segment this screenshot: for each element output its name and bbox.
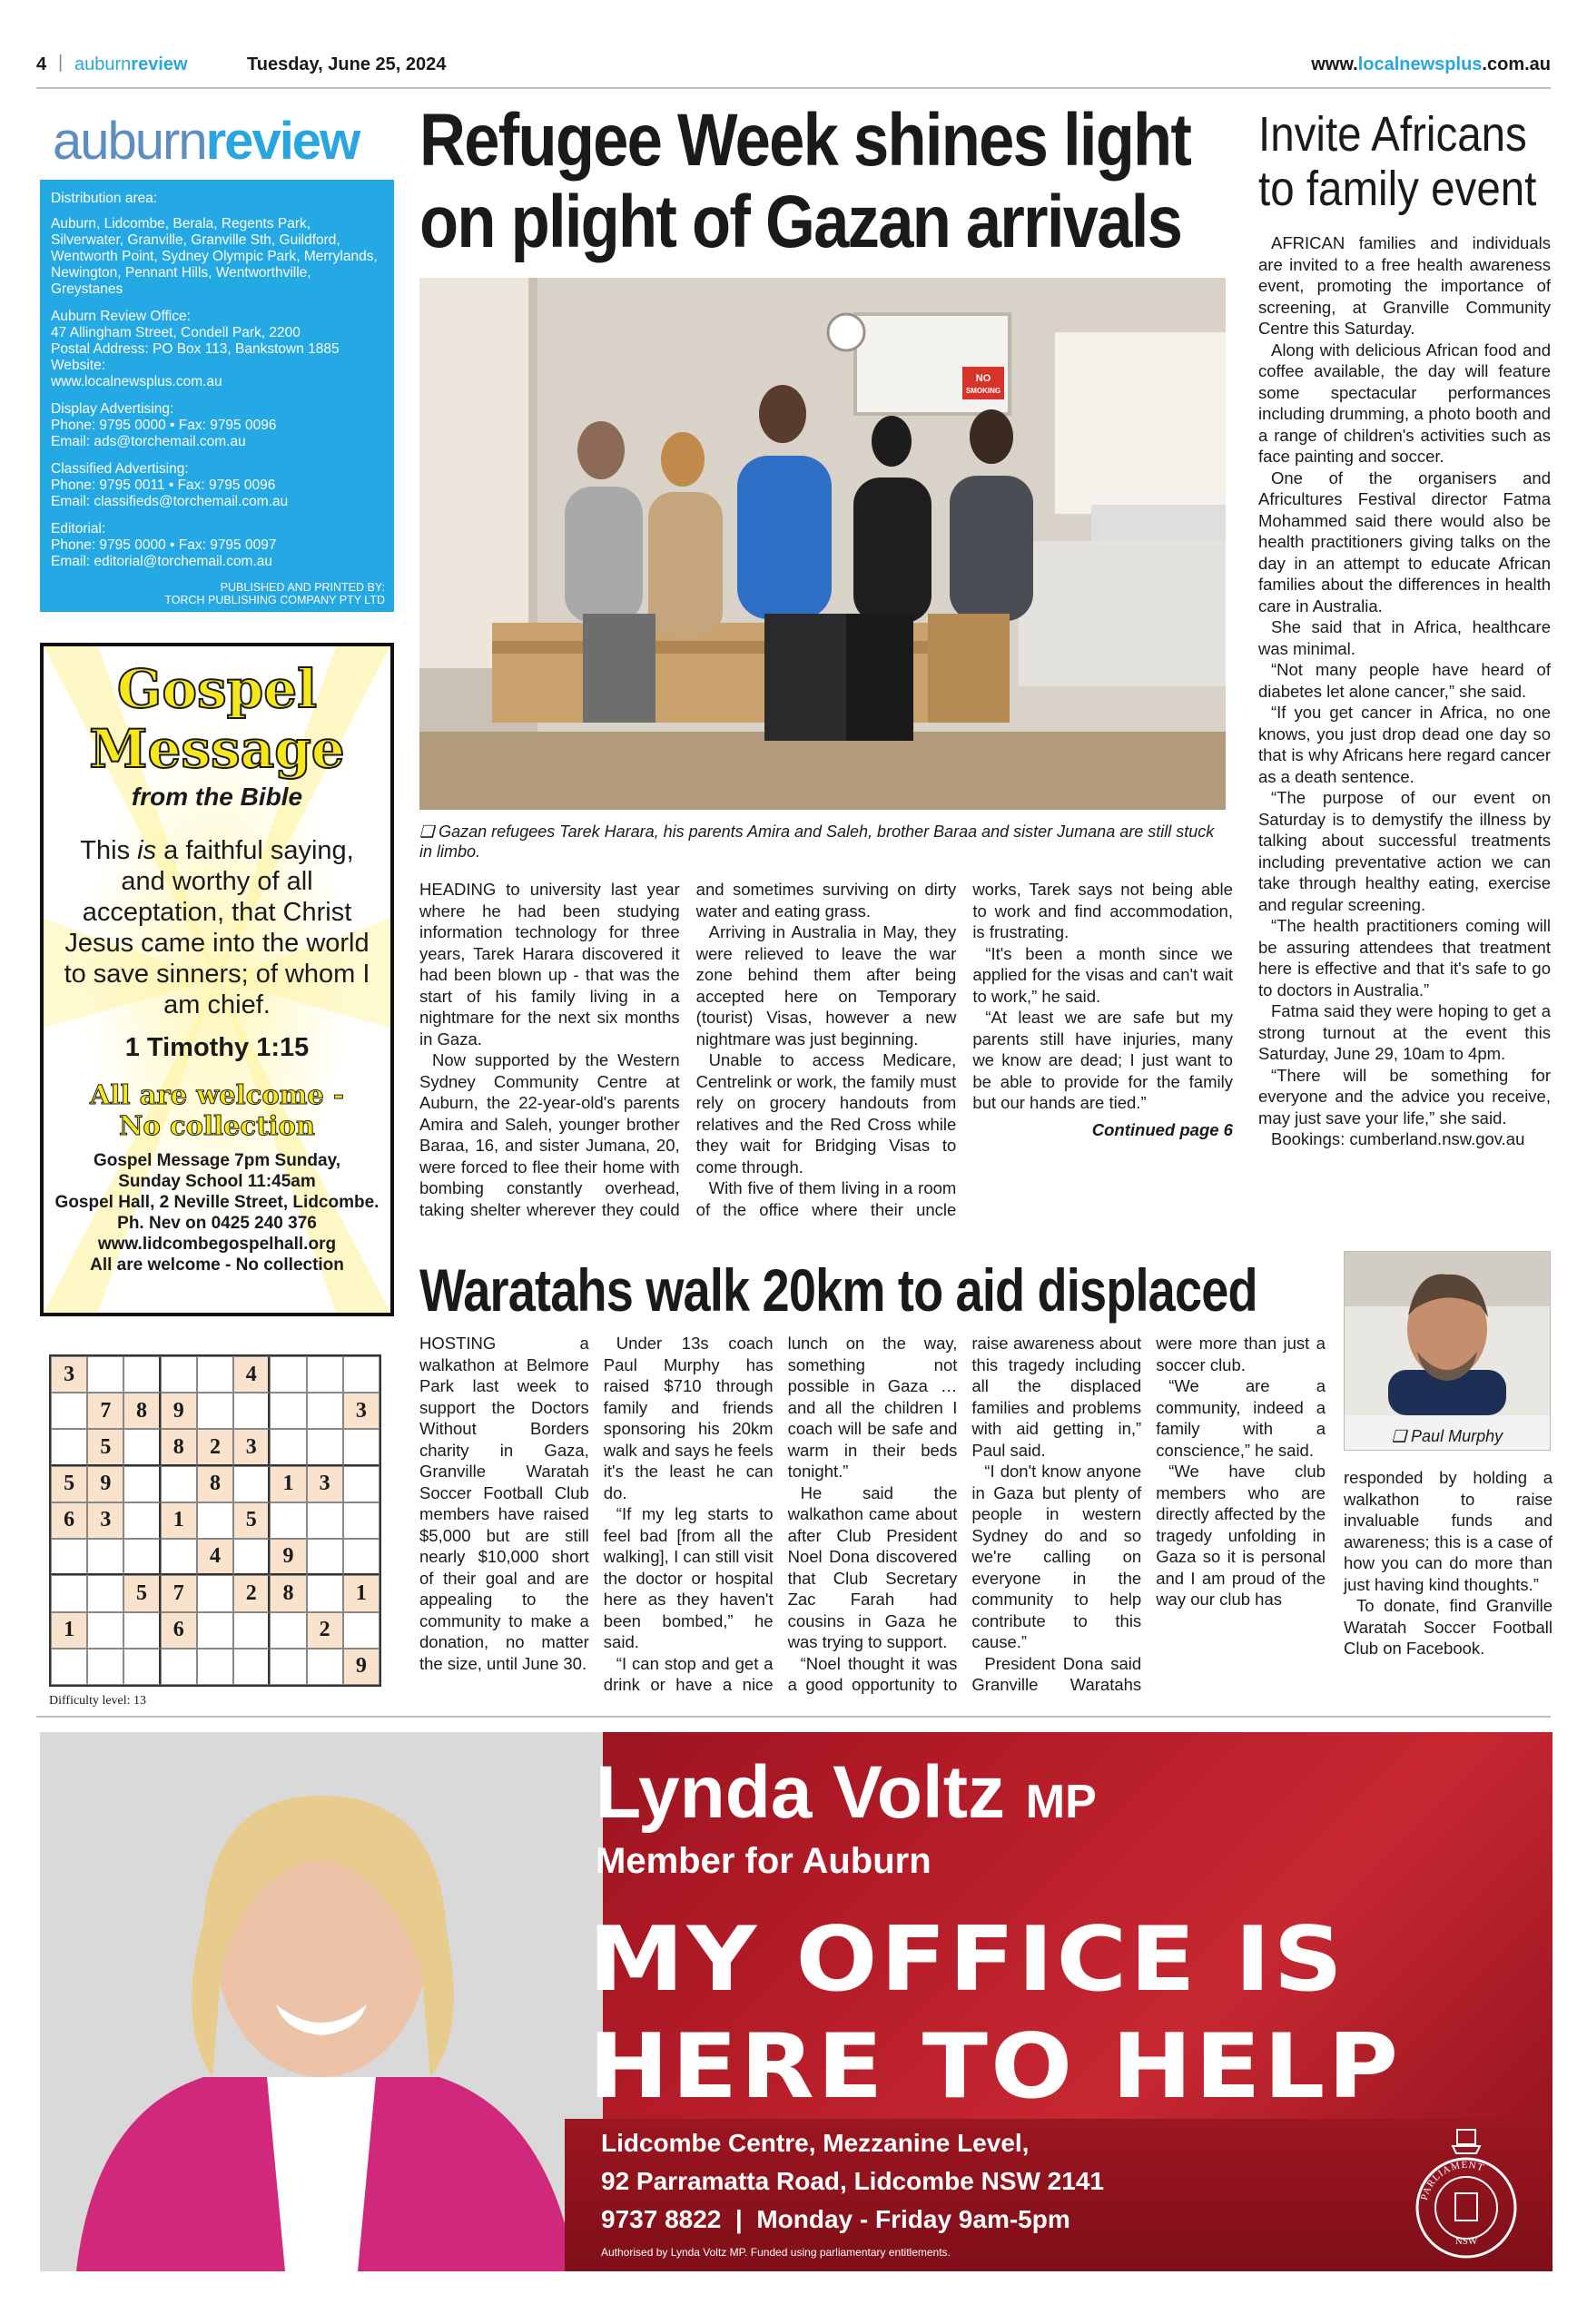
sudoku-cell[interactable] [307, 1649, 343, 1685]
sudoku-cell: 8 [197, 1466, 233, 1502]
sudoku-cell: 6 [51, 1502, 87, 1539]
story-paragraph: Arriving in Australia in May, they were relieved to leave the war zone behind them after being accepted here on Temporary (tourist) Visas, however a new nightmare was just beginning. [695, 922, 957, 1049]
page-header [36, 53, 1551, 89]
side-paragraph: AFRICAN families and individuals are invited to a free health awareness event, promoting the importance of screening, at Granville Community Centre this Saturday. [1258, 233, 1551, 338]
sudoku-cell[interactable] [161, 1539, 197, 1575]
sudoku-cell[interactable] [123, 1356, 160, 1393]
story-paragraph: HEADING to university last year where he had been studying information technology for three years, Tarek Harara discovered it had been blown up - that was the start of his family living in a nightmare for the next six months in Gaza. [419, 880, 680, 1049]
office-line: 47 Allingham Street, Condell Park, 2200 [51, 325, 301, 340]
story-paragraph: “It's been a month since we applied for the visas and can't wait to work,” he said. [972, 943, 1233, 1006]
sudoku-cell[interactable] [197, 1649, 233, 1685]
sudoku-cell[interactable] [197, 1502, 233, 1539]
family-photo-illustration [419, 278, 1226, 810]
waratahs-paragraph: “Noel thought it was a good opportunity to raise awareness about this tragedy including all the displaced families and problems with aid getting in,” Paul said. [787, 1334, 1142, 1694]
sudoku-cell[interactable] [197, 1575, 233, 1611]
waratahs-paragraph: “I can stop and get a drink or have a nice lunch on the way, something not possible in Gaza … and all the children I coach will be safe and warm in their beds tonight.” [603, 1334, 958, 1694]
sudoku-cell: 5 [51, 1466, 87, 1502]
verse-rest: a faithful saying, and worthy of all acceptation, that Christ Jesus came into the world to save sinners; of whom I am chief. [64, 836, 370, 1019]
masthead-logo [40, 107, 394, 180]
sudoku-cell[interactable] [270, 1429, 306, 1465]
main-headline-line: Refugee Week shines light [419, 99, 1191, 182]
sudoku-cell: 9 [343, 1649, 380, 1685]
sudoku-cell[interactable] [123, 1429, 160, 1465]
refugee-family-photo [419, 278, 1226, 810]
display-advertising-block [51, 401, 385, 450]
logo-right: review [205, 112, 360, 171]
sudoku-cell: 7 [87, 1393, 123, 1429]
sudoku-cell[interactable] [87, 1612, 123, 1649]
sudoku-cell[interactable] [161, 1466, 197, 1502]
side-paragraph: One of the organisers and Africultures Festival director Fatma Mohammed said there would also be health practitioners giving talks on the day in an attempt to educate African families about the differences in health care in Australia. [1258, 468, 1551, 615]
sudoku-cell: 5 [233, 1502, 270, 1539]
office-line: Website: [51, 358, 106, 373]
sudoku-cell[interactable] [51, 1575, 87, 1611]
waratahs-paragraph: He said the walkathon came about after Club President Noel Dona discovered that Club Secretary Zac Farah had cousins in Gaza he was trying to support. [787, 1482, 958, 1651]
section-divider [36, 1716, 1551, 1718]
sudoku-cell[interactable] [307, 1539, 343, 1575]
sudoku-cell[interactable] [51, 1649, 87, 1685]
mp-suffix: MP [1025, 1776, 1097, 1828]
editorial-block [51, 521, 385, 570]
sudoku-cell: 6 [161, 1612, 197, 1649]
sudoku-cell[interactable] [87, 1649, 123, 1685]
sudoku-cell: 8 [270, 1575, 306, 1611]
logo-left: auburn [53, 112, 206, 171]
sudoku-cell[interactable] [197, 1356, 233, 1393]
header-brand [74, 54, 188, 75]
ad-slogan [588, 1906, 1401, 2121]
gospel-footer: All are welcome - No collection [90, 1256, 344, 1275]
side-paragraph: “If you get cancer in Africa, no one knows, you just drop dead one day so that is why Africans here regard cancer as a death sentence. [1258, 703, 1551, 786]
sudoku-cell: 8 [123, 1393, 160, 1429]
side-headline-line: Invite Africans [1258, 107, 1527, 162]
service-name: Gospel Message [93, 1151, 230, 1170]
service-details [44, 1150, 390, 1275]
sudoku-cell[interactable] [233, 1612, 270, 1649]
office-phone-hours [601, 2201, 1104, 2239]
sudoku-cell[interactable] [197, 1612, 233, 1649]
waratahs-paragraph: President Dona said Granville Waratahs were more than just a soccer club. [971, 1334, 1326, 1694]
sudoku-cell: 3 [87, 1502, 123, 1539]
office-block [51, 309, 385, 390]
waratahs-headline: Waratahs walk 20km to aid displaced [419, 1256, 1257, 1324]
display-line: Phone: 9795 0000 • Fax: 9795 0096 [51, 418, 277, 433]
office-address-line: Lidcombe Centre, Mezzanine Level, [601, 2129, 1030, 2157]
continued-link[interactable]: Continued page 6 [1091, 1119, 1233, 1139]
distribution-label: Distribution area: [51, 191, 158, 206]
gospel-subtitle: from the Bible [131, 783, 303, 811]
sudoku-cell[interactable] [123, 1466, 160, 1502]
sudoku-cell: 4 [197, 1539, 233, 1575]
main-headline-line: on plight of Gazan arrivals [419, 181, 1182, 263]
sudoku-cell: 9 [270, 1539, 306, 1575]
sudoku-cell[interactable] [51, 1539, 87, 1575]
waratahs-paragraph: “We are a community, indeed a family with a conscience,” he said. [1156, 1376, 1326, 1460]
sudoku-cell: 2 [233, 1575, 270, 1611]
crest-text-bottom: NSW [1454, 2236, 1478, 2247]
paul-murphy-photo [1344, 1251, 1551, 1451]
contact-phone: Ph. Nev on 0425 240 376 [117, 1214, 317, 1233]
masthead-info-box [40, 180, 394, 612]
mug-caption: ❑ Paul Murphy [1391, 1427, 1503, 1445]
display-line: Display Advertising: [51, 401, 174, 417]
sudoku-cell[interactable] [270, 1502, 306, 1539]
side-paragraph: “Not many people have heard of diabetes let alone cancer,” she said. [1258, 660, 1551, 701]
lynda-voltz-advertisement [40, 1732, 1552, 2271]
side-paragraph: Along with delicious African food and coffee available, the day will feature some spectacular performances including drumming, a photo booth and a range of children's activities such as face painting and soccer. [1258, 340, 1551, 466]
gospel-title-line: Message [89, 718, 345, 780]
office-hours: Monday - Friday 9am-5pm [756, 2205, 1070, 2233]
sudoku-cell[interactable] [343, 1502, 380, 1539]
classified-advertising-block [51, 461, 385, 510]
mp-role: Member for Auburn [596, 1841, 932, 1881]
url-brand: localnewsplus [1357, 54, 1483, 74]
portrait-illustration [1345, 1252, 1550, 1415]
sudoku-cell: 2 [197, 1429, 233, 1465]
sudoku-cell: 3 [343, 1393, 380, 1429]
waratahs-paragraph: “I don't know anyone in Gaza but plenty of people in western Sydney do and so we're calling on everyone in the community to help contribute to this cause.” [971, 1462, 1142, 1651]
sudoku-cell[interactable] [343, 1429, 380, 1465]
sudoku-cell[interactable] [233, 1466, 270, 1502]
mp-portrait [40, 1732, 603, 2271]
parliament-crest-icon [1413, 2128, 1520, 2264]
sudoku-grid [49, 1354, 381, 1687]
office-address-line: 92 Parramatta Road, Lidcombe NSW 2141 [601, 2167, 1104, 2195]
sudoku-cell: 5 [87, 1429, 123, 1465]
gospel-title-line: Gospel [116, 658, 318, 720]
side-paragraph: “The purpose of our event on Saturday is to demystify the illness by talking about successful treatments including preventative action we can take through healthy eating, exercise and regular screening. [1258, 788, 1551, 914]
main-headline [419, 99, 1191, 263]
sudoku-cell[interactable] [343, 1539, 380, 1575]
sudoku-cell[interactable] [307, 1575, 343, 1611]
sudoku-cell[interactable] [197, 1393, 233, 1429]
bible-verse [56, 835, 378, 1020]
sudoku-cell[interactable] [270, 1393, 306, 1429]
side-paragraph: “There will be something for everyone and the advice you receive, may just save your life,” she said. [1258, 1065, 1551, 1128]
sudoku-cell[interactable] [307, 1356, 343, 1393]
main-story-body [419, 879, 1233, 1238]
editorial-email[interactable]: Email: editorial@torchemail.com.au [51, 554, 273, 569]
service-time [44, 1150, 390, 1171]
waratahs-paragraph: “If my leg starts to feel bad [from all the walking], I can still visit the doctor or hospital here as they haven't been bombed,” he said. [603, 1504, 774, 1651]
url-suffix: .com.au [1482, 54, 1551, 74]
waratahs-tail-paragraph: To donate, find Granville Waratah Soccer Football Club on Facebook. [1344, 1596, 1552, 1658]
classified-line: Classified Advertising: [51, 461, 189, 477]
publisher-note [51, 581, 385, 606]
sudoku-cell: 3 [307, 1466, 343, 1502]
welcome-line: All are welcome - [90, 1079, 344, 1110]
welcome-line: No collection [119, 1110, 315, 1141]
office-line: Postal Address: PO Box 113, Bankstown 1885 [51, 341, 340, 357]
sudoku-cell[interactable] [270, 1649, 306, 1685]
classified-email[interactable]: Email: classifieds@torchemail.com.au [51, 494, 289, 509]
sudoku-cell[interactable] [307, 1502, 343, 1539]
sudoku-cell[interactable] [343, 1612, 380, 1649]
sudoku-cell[interactable] [343, 1466, 380, 1502]
sudoku-cell: 5 [123, 1575, 160, 1611]
sudoku-cell: 8 [161, 1429, 197, 1465]
display-email[interactable]: Email: ads@torchemail.com.au [51, 434, 246, 449]
publisher-line: PUBLISHED AND PRINTED BY: [220, 581, 385, 594]
side-bookings[interactable]: Bookings: cumberland.nsw.gov.au [1271, 1129, 1525, 1148]
sudoku-cell[interactable] [51, 1429, 87, 1465]
waratahs-story-body [419, 1333, 1326, 1705]
sudoku-cell[interactable] [123, 1612, 160, 1649]
gospel-message-ad [40, 643, 394, 1316]
sign-text-1: NO [975, 373, 991, 384]
sudoku-cell[interactable] [87, 1575, 123, 1611]
sudoku-cell: 9 [161, 1393, 197, 1429]
sudoku-cell[interactable] [233, 1539, 270, 1575]
sudoku-cell: 2 [307, 1612, 343, 1649]
sudoku-cell: 1 [161, 1502, 197, 1539]
story-paragraph: Unable to access Medicare, Centrelink or work, the family must rely on grocery handouts from relatives and the Red Cross while they wait for Bridging Visas to come through. [695, 1050, 957, 1177]
authorisation-note: Authorised by Lynda Voltz MP. Funded using parliamentary entitlements. [601, 2246, 951, 2259]
mp-name [596, 1750, 1097, 1836]
sudoku-cell: 3 [233, 1429, 270, 1465]
slogan-line: MY OFFICE IS [588, 1908, 1346, 2012]
sudoku-cell: 4 [233, 1356, 270, 1393]
sudoku-cell: 1 [270, 1466, 306, 1502]
header-brand-left: auburn [74, 54, 132, 74]
hall-address: Gospel Hall, 2 Neville Street, Lidcombe. [54, 1193, 380, 1212]
side-paragraph: “The health practitioners coming will be assuring attendees that treatment here is effective and that it's safe to go to doctors in Australia.” [1258, 916, 1551, 1000]
side-paragraph: Fatma said they were hoping to get a strong turnout at the event this Saturday, June 29, 10am to 4pm. [1258, 1001, 1551, 1063]
sudoku-cell: 1 [343, 1575, 380, 1611]
welcome-banner [44, 1079, 390, 1141]
sudoku-cell: 9 [87, 1466, 123, 1502]
sudoku-cell[interactable] [123, 1539, 160, 1575]
side-headline [1258, 107, 1537, 216]
waratahs-paragraph: “We have club members who are directly affected by the tragedy unfolding in Gaza so it is personal and I am proud of the way our club has [1156, 1462, 1326, 1609]
photo-caption: ❑ Gazan refugees Tarek Harara, his parents Amira and Saleh, brother Baraa and sister Jumana are still stuck in limbo. [419, 822, 1215, 861]
waratahs-paragraph: Under 13s coach Paul Murphy has raised $710 through family and friends sponsoring his 20km walk and says he feels it's the least he can do. [603, 1334, 774, 1502]
editorial-line: Phone: 9795 0000 • Fax: 9795 0097 [51, 537, 277, 553]
sudoku-cell[interactable] [270, 1612, 306, 1649]
url-prefix: www. [1311, 54, 1358, 74]
contact-divider: | [734, 2205, 743, 2233]
side-story-body [1258, 232, 1551, 1150]
waratahs-tail-paragraph: responded by holding a walkathon to raise invaluable funds and awareness; this is a case of how you can do more than just having kind thoughts.” [1344, 1468, 1552, 1594]
distribution-areas: Auburn, Lidcombe, Berala, Regents Park, Silverwater, Granville, Granville Sth, Guildford, Wentworth Point, Sydney Olympic Park, Merrylands, Newington, Pennant Hills, Wentworthville, Greystanes [51, 216, 378, 297]
header-brand-right: review [131, 54, 188, 74]
classified-line: Phone: 9795 0011 • Fax: 9795 0096 [51, 478, 276, 493]
sudoku-cell[interactable] [123, 1649, 160, 1685]
slogan-line: HERE TO HELP [588, 2015, 1402, 2119]
header-separator: | [58, 53, 64, 73]
sudoku-cell[interactable] [161, 1356, 197, 1393]
sudoku-cell[interactable] [270, 1356, 306, 1393]
sudoku-cell[interactable] [123, 1502, 160, 1539]
sudoku-cell: 1 [51, 1612, 87, 1649]
sudoku-cell[interactable] [233, 1649, 270, 1685]
sudoku-cell[interactable] [233, 1393, 270, 1429]
waratahs-paragraph: HOSTING a walkathon at Belmore Park last week to support the Doctors Without Borders charity in Gaza, Granville Waratah Soccer Football Club members have raised $5,000 but are still nearly $10,000 short of their goal and are appealing to the community to make a donation, no matter the size, until June 30. [419, 1334, 589, 1673]
sunday-school: Sunday School 11:45am [118, 1172, 316, 1191]
office-line: Auburn Review Office: [51, 309, 191, 324]
office-phone[interactable]: 9737 8822 [601, 2205, 722, 2233]
service-time-text: 7pm Sunday, [229, 1151, 341, 1170]
office-website[interactable]: www.localnewsplus.com.au [51, 374, 222, 389]
verse-emphasis: is [137, 836, 157, 865]
side-paragraph: She said that in Africa, healthcare was minimal. [1258, 617, 1551, 658]
sudoku-cell: 3 [51, 1356, 87, 1393]
office-contact [601, 2124, 1104, 2239]
story-paragraph: Now supported by the Western Sydney Community Centre at Auburn, the 22-year-old's parents Amira and Saleh, younger brother Baraa, 16, and sister Jumana, 20, were forced to flee their home with bombing constantly overhead, taking shelter wherever they could and sometimes surviving on dirty water and eating grass. [419, 880, 957, 1219]
hall-website[interactable]: www.lidcombegospelhall.org [97, 1235, 337, 1254]
sudoku-cell[interactable] [161, 1649, 197, 1685]
masthead [40, 107, 394, 615]
story-paragraph: With five of them living in a room of the office where their uncle works, Tarek says not being able to work and find accommodation, is frustrating. [695, 880, 1233, 1219]
sudoku-cell[interactable] [307, 1393, 343, 1429]
side-headline-line: to family event [1258, 162, 1537, 216]
sudoku-cell[interactable] [87, 1539, 123, 1575]
sudoku-cell[interactable] [307, 1429, 343, 1465]
page-number: 4 [36, 54, 47, 74]
sudoku-cell: 7 [161, 1575, 197, 1611]
waratahs-story-continuation [1344, 1467, 1552, 1659]
editorial-line: Editorial: [51, 521, 106, 537]
site-url[interactable] [1311, 54, 1551, 75]
crest-text-top: PARLIAMENT [1418, 2159, 1486, 2201]
issue-date: Tuesday, June 25, 2024 [247, 54, 447, 74]
sudoku-difficulty: Difficulty level: 13 [49, 1694, 147, 1708]
verse-start: This [80, 836, 138, 865]
gospel-title [44, 659, 390, 779]
sign-text-2: SMOKING [965, 387, 1001, 395]
publisher-line: TORCH PUBLISHING COMPANY PTY LTD [164, 594, 385, 606]
story-paragraph: “At least we are safe but my parents still have injuries, many we know are dead; I just want to be able to provide for the family but our hands are tied.” [972, 1008, 1233, 1112]
mp-name-text: Lynda Voltz [596, 1751, 1005, 1834]
sudoku-cell[interactable] [87, 1356, 123, 1393]
verse-reference: 1 Timothy 1:15 [124, 1033, 310, 1062]
sudoku-cell[interactable] [343, 1356, 380, 1393]
sudoku-cell[interactable] [51, 1393, 87, 1429]
